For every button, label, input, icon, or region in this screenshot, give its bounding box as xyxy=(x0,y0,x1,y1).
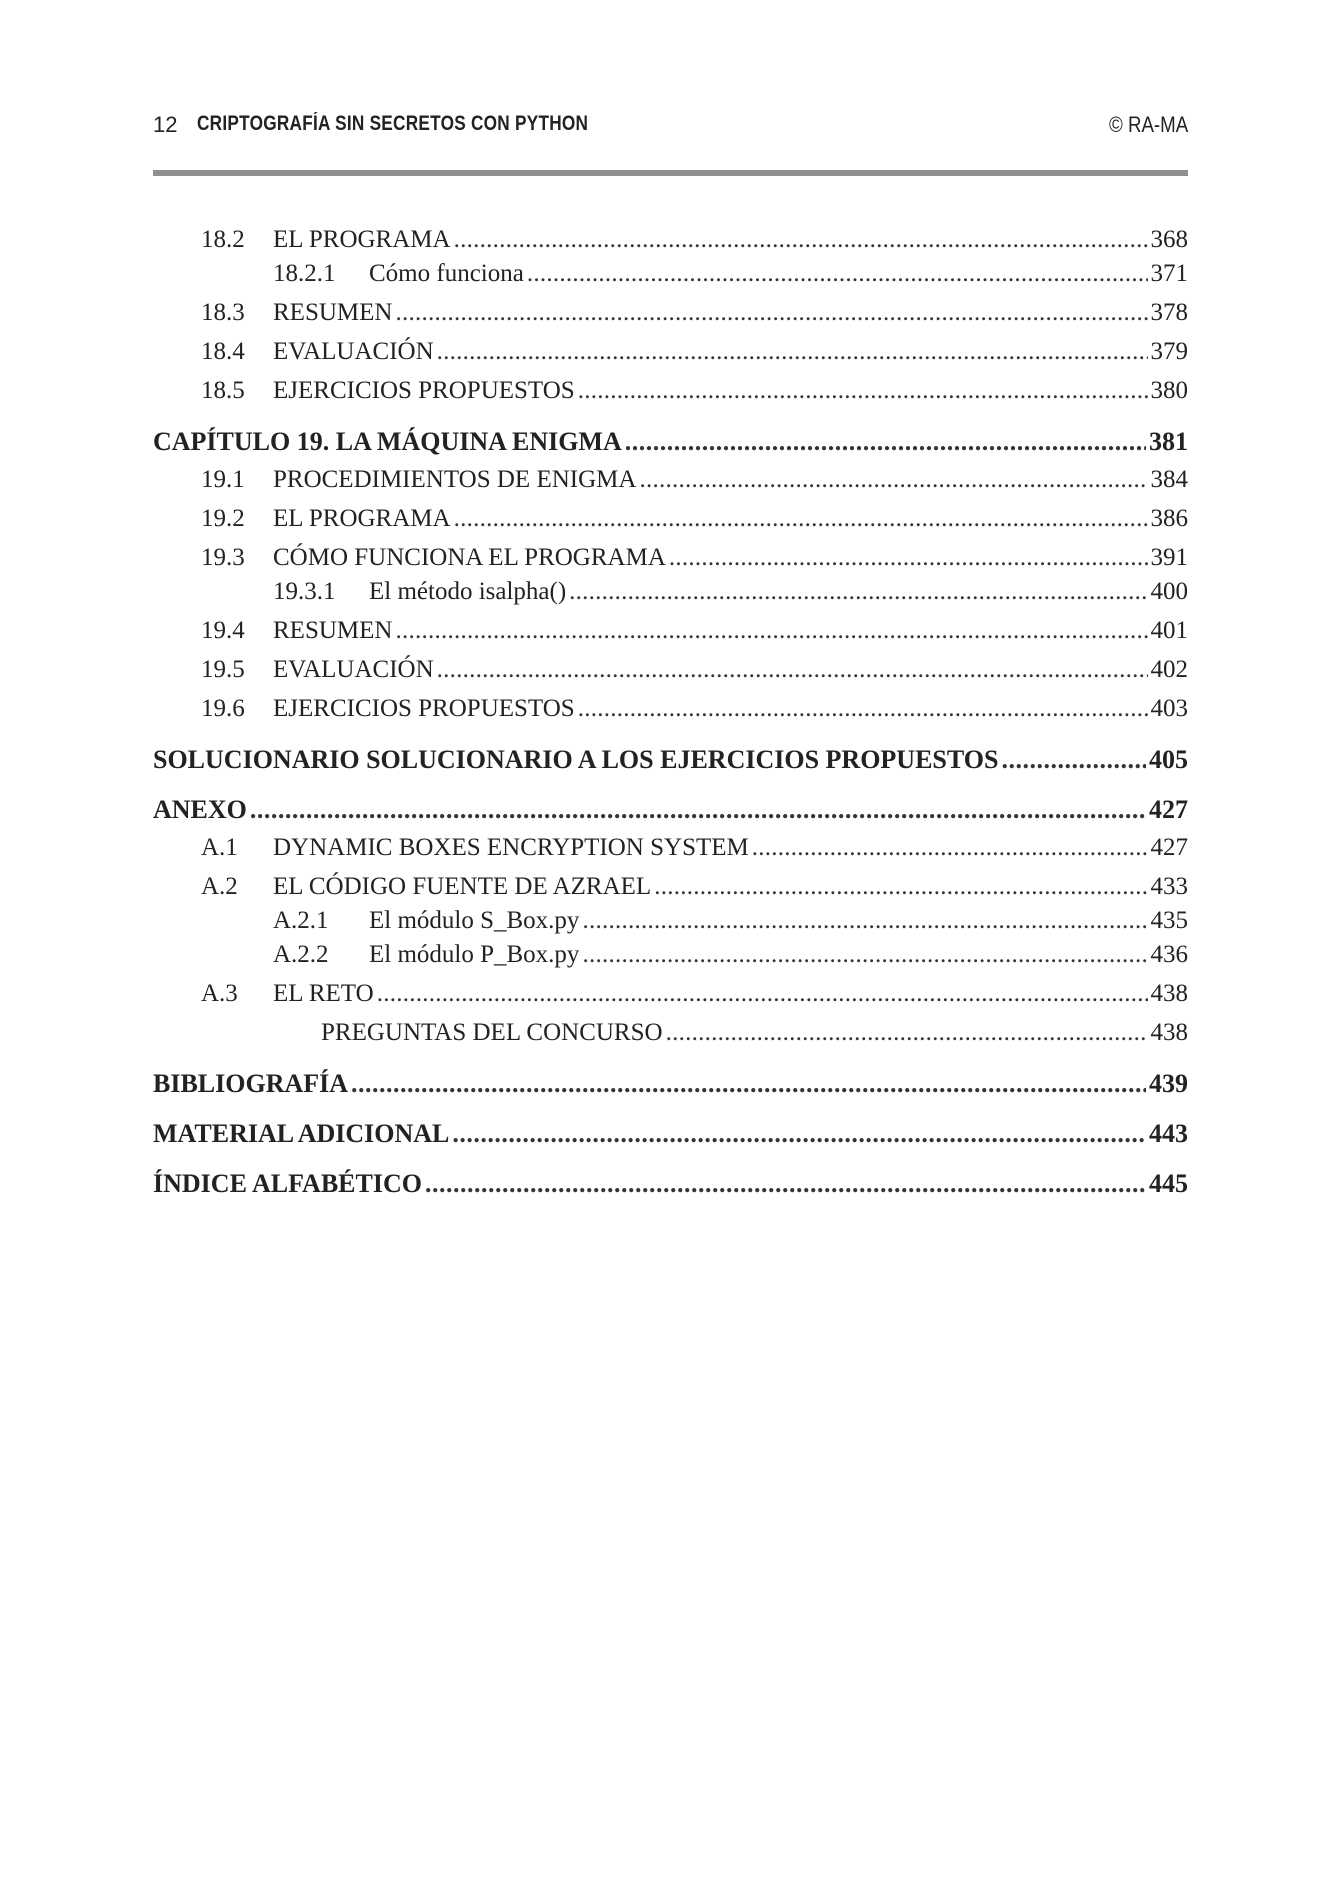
toc-entry-number: 19.5 xyxy=(201,656,245,683)
toc-leader-dots xyxy=(569,578,1147,606)
toc-entry-label: RESUMEN xyxy=(273,299,393,326)
toc-page-number: 379 xyxy=(1150,338,1188,365)
toc-leader-dots xyxy=(669,544,1148,572)
toc-entry xyxy=(153,226,1188,258)
toc-entry-number: 18.2 xyxy=(201,226,245,253)
toc-entry xyxy=(153,617,1188,649)
toc-entry-label: PREGUNTAS DEL CONCURSO xyxy=(321,1019,663,1046)
toc-leader-dots xyxy=(625,427,1146,457)
toc-page-number: 439 xyxy=(1149,1069,1188,1098)
toc-entry-label: EJERCICIOS PROPUESTOS xyxy=(273,695,575,722)
toc-leader-dots xyxy=(454,505,1148,533)
toc-entry-label: El módulo S_Box.py xyxy=(369,907,580,934)
toc-entry-number: A.2 xyxy=(201,873,238,900)
toc-entry-number: A.1 xyxy=(201,834,238,861)
toc-leader-dots xyxy=(582,941,1147,969)
toc-entry-label: CAPÍTULO 19. LA MÁQUINA ENIGMA xyxy=(153,427,622,456)
toc-entry-label: EVALUACIÓN xyxy=(273,338,434,365)
toc-entry-label: EL CÓDIGO FUENTE DE AZRAEL xyxy=(273,873,652,900)
toc-entry xyxy=(153,466,1188,498)
toc-entry-label: RESUMEN xyxy=(273,617,393,644)
toc-entry xyxy=(153,656,1188,688)
toc-leader-dots xyxy=(395,299,1147,327)
book-title: CRIPTOGRAFÍA SIN SECRETOS CON PYTHON xyxy=(197,112,589,135)
toc-entry-number: A.2.2 xyxy=(273,941,329,968)
toc-chapter-entry xyxy=(153,1169,1188,1201)
toc-chapter-entry xyxy=(153,1119,1188,1151)
toc-entry xyxy=(153,338,1188,370)
toc-entry-label: EL PROGRAMA xyxy=(273,226,451,253)
toc-page-number: 371 xyxy=(1150,260,1188,287)
toc-entry-label: MATERIAL ADICIONAL xyxy=(153,1119,450,1148)
toc-entry-number: 18.2.1 xyxy=(273,260,336,287)
toc-entry-label: DYNAMIC BOXES ENCRYPTION SYSTEM xyxy=(273,834,749,861)
toc-page-number: 381 xyxy=(1149,427,1188,456)
toc-entry-label: ÍNDICE ALFABÉTICO xyxy=(153,1169,422,1198)
toc-entry-number: A.2.1 xyxy=(273,907,329,934)
toc-entry xyxy=(153,299,1188,331)
toc-page-number: 435 xyxy=(1150,907,1188,934)
toc-entry-number: 19.3 xyxy=(201,544,245,571)
toc-entry-label: BIBLIOGRAFÍA xyxy=(153,1069,349,1098)
toc-leader-dots xyxy=(639,466,1147,494)
toc-chapter-entry xyxy=(153,1069,1188,1101)
toc-leader-dots xyxy=(666,1019,1148,1047)
toc-entry-number: 18.5 xyxy=(201,377,245,404)
toc-entry-number: 18.3 xyxy=(201,299,245,326)
toc-leader-dots xyxy=(377,980,1148,1008)
toc-entry-number: 19.1 xyxy=(201,466,245,493)
toc-leader-dots xyxy=(437,338,1148,366)
toc-entry xyxy=(153,695,1188,727)
toc-entry-label: EVALUACIÓN xyxy=(273,656,434,683)
toc-entry xyxy=(153,941,1188,973)
toc-leader-dots xyxy=(250,795,1146,825)
toc-page-number: 384 xyxy=(1150,466,1188,493)
toc-page-number: 445 xyxy=(1149,1169,1188,1198)
page-number: 12 xyxy=(153,112,178,137)
toc-entry xyxy=(153,980,1188,1012)
toc-leader-dots xyxy=(578,377,1148,405)
toc-entry-label: SOLUCIONARIO SOLUCIONARIO A LOS EJERCICIOS PROPUESTOS xyxy=(153,745,999,774)
toc-chapter-entry xyxy=(153,795,1188,827)
toc-entry-label: ANEXO xyxy=(153,795,247,824)
toc-page-number: 368 xyxy=(1150,226,1188,253)
toc-entry xyxy=(153,578,1188,610)
toc-entry-label: El módulo P_Box.py xyxy=(369,941,580,968)
toc-entry-number: 19.2 xyxy=(201,505,245,532)
toc-leader-dots xyxy=(582,907,1147,935)
header-rule xyxy=(153,170,1188,176)
toc-entry-number: 19.3.1 xyxy=(273,578,336,605)
toc-entry xyxy=(153,505,1188,537)
toc-entry xyxy=(153,544,1188,576)
toc-leader-dots xyxy=(452,1119,1146,1149)
toc-page-number: 400 xyxy=(1150,578,1188,605)
toc-entry-label: PROCEDIMIENTOS DE ENIGMA xyxy=(273,466,637,493)
toc-leader-dots xyxy=(1001,745,1146,775)
toc-page-number: 427 xyxy=(1150,834,1188,861)
toc-entry xyxy=(153,907,1188,939)
publisher-mark: © RA-MA xyxy=(1108,112,1188,137)
toc-entry-label: Cómo funciona xyxy=(369,260,524,287)
toc-entry-number: 19.4 xyxy=(201,617,245,644)
toc-chapter-entry xyxy=(153,745,1188,777)
toc-leader-dots xyxy=(351,1069,1146,1099)
toc-entry-number: A.3 xyxy=(201,980,238,1007)
toc-page-number: 380 xyxy=(1150,377,1188,404)
toc-entry-number: 18.4 xyxy=(201,338,245,365)
toc-page-number: 433 xyxy=(1150,873,1188,900)
toc-page-number: 436 xyxy=(1150,941,1188,968)
toc-page-number: 443 xyxy=(1149,1119,1188,1148)
toc-page-number: 402 xyxy=(1150,656,1188,683)
toc-leader-dots xyxy=(454,226,1148,254)
toc-leader-dots xyxy=(527,260,1148,288)
toc-entry-label: EL PROGRAMA xyxy=(273,505,451,532)
toc-page-number: 391 xyxy=(1150,544,1188,571)
toc-leader-dots xyxy=(578,695,1148,723)
toc-chapter-entry xyxy=(153,427,1188,459)
toc-entry xyxy=(153,377,1188,409)
toc-page-number: 386 xyxy=(1150,505,1188,532)
toc-entry-number: 19.6 xyxy=(201,695,245,722)
toc-entry xyxy=(153,1019,1188,1051)
toc-page-number: 427 xyxy=(1149,795,1188,824)
toc-page-number: 438 xyxy=(1150,1019,1188,1046)
toc-entry xyxy=(153,260,1188,292)
toc-leader-dots xyxy=(425,1169,1146,1199)
toc-entry-label: CÓMO FUNCIONA EL PROGRAMA xyxy=(273,544,666,571)
toc-entry-label: EJERCICIOS PROPUESTOS xyxy=(273,377,575,404)
running-head xyxy=(153,108,1188,148)
toc-entry-label: El método isalpha() xyxy=(369,578,567,605)
toc-leader-dots xyxy=(752,834,1148,862)
toc-page-number: 438 xyxy=(1150,980,1188,1007)
toc-page-number: 401 xyxy=(1150,617,1188,644)
toc-entry-label: EL RETO xyxy=(273,980,374,1007)
toc-leader-dots xyxy=(395,617,1147,645)
toc-page-number: 405 xyxy=(1149,745,1188,774)
toc-page-number: 378 xyxy=(1150,299,1188,326)
toc-page-number: 403 xyxy=(1150,695,1188,722)
toc-entry xyxy=(153,873,1188,905)
toc-entry xyxy=(153,834,1188,866)
toc-leader-dots xyxy=(437,656,1148,684)
toc-leader-dots xyxy=(654,873,1147,901)
